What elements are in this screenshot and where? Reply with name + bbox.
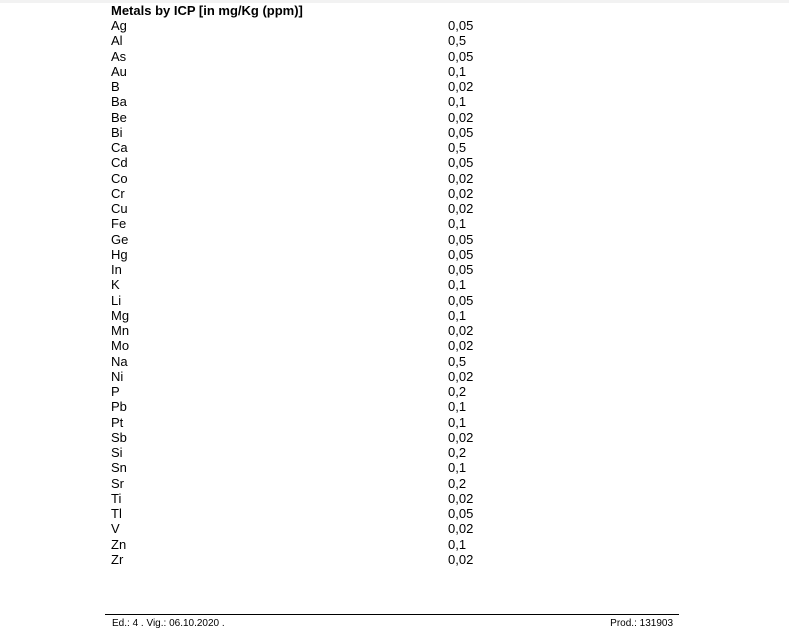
table-row <box>111 49 511 64</box>
detection-limit-value: 0,1 <box>448 277 467 293</box>
table-row <box>111 201 511 216</box>
metal-symbol: Hg <box>111 246 128 262</box>
table-row <box>111 155 511 170</box>
table-row <box>111 308 511 323</box>
detection-limit-value: 0,05 <box>448 18 474 33</box>
detection-limit-value: 0,05 <box>448 124 474 140</box>
detection-limit-value: 0,02 <box>448 368 474 384</box>
metal-symbol: Mn <box>111 323 130 338</box>
detection-limit-value: 0,05 <box>448 246 474 262</box>
detection-limit-value: 0,02 <box>448 170 474 186</box>
detection-limit-value: 0,5 <box>448 140 467 155</box>
metal-symbol: Si <box>111 445 123 460</box>
detection-limit-value: 0,5 <box>448 33 467 49</box>
metal-symbol: B <box>111 79 120 94</box>
section-title: Metals by ICP [in mg/Kg (ppm)] <box>111 3 303 18</box>
table-row <box>111 491 511 506</box>
detection-limit-value: 0,1 <box>448 307 467 323</box>
table-row <box>111 110 511 125</box>
table-row <box>111 262 511 277</box>
metal-symbol: Cr <box>111 185 125 201</box>
metal-symbol: Ba <box>111 94 127 110</box>
detection-limit-value: 0,02 <box>448 323 474 338</box>
table-row <box>111 537 511 552</box>
table-row <box>111 79 511 94</box>
metal-symbol: Sb <box>111 429 127 445</box>
table-row <box>111 369 511 384</box>
footer-product-code: Prod.: 131903 <box>610 618 673 629</box>
detection-limit-value: 0,05 <box>448 48 474 64</box>
detection-limit-value: 0,1 <box>448 63 467 79</box>
detection-limit-value: 0,02 <box>448 109 474 125</box>
table-row <box>111 247 511 262</box>
metal-symbol: Zn <box>111 536 127 552</box>
metal-symbol: Ti <box>111 490 122 506</box>
table-row <box>111 186 511 201</box>
table-row <box>111 476 511 491</box>
table-row <box>111 384 511 399</box>
metal-symbol: Bi <box>111 124 123 140</box>
metal-symbol: Mg <box>111 307 130 323</box>
metal-symbol: Cd <box>111 155 128 171</box>
detection-limit-value: 0,5 <box>448 353 467 369</box>
metal-symbol: Zr <box>111 551 124 567</box>
table-row <box>111 293 511 308</box>
metal-symbol: Li <box>111 292 122 308</box>
detection-limit-value: 0,05 <box>448 292 474 308</box>
metal-symbol: K <box>111 277 120 293</box>
detection-limit-value: 0,2 <box>448 445 467 460</box>
metal-symbol: As <box>111 48 127 64</box>
detection-limit-value: 0,1 <box>448 536 467 552</box>
metal-symbol: Cu <box>111 201 128 216</box>
metal-symbol: V <box>111 521 120 537</box>
metal-symbol: Co <box>111 170 128 186</box>
table-row <box>111 415 511 430</box>
detection-limit-value: 0,02 <box>448 551 474 567</box>
detection-limit-value: 0,1 <box>448 216 467 232</box>
table-row <box>111 430 511 445</box>
table-row <box>111 552 511 567</box>
table-row <box>111 277 511 292</box>
detection-limit-value: 0,05 <box>448 262 474 277</box>
metal-symbol: Ge <box>111 231 129 247</box>
detection-limit-value: 0,02 <box>448 521 474 537</box>
detection-limit-value: 0,2 <box>448 384 467 399</box>
metal-symbol: Ag <box>111 18 127 33</box>
metal-symbol: Ni <box>111 368 124 384</box>
table-row <box>111 460 511 475</box>
detection-limit-value: 0,02 <box>448 79 474 94</box>
detection-limit-value: 0,1 <box>448 399 467 415</box>
detection-limit-value: 0,1 <box>448 414 467 430</box>
metal-symbol: Be <box>111 109 127 125</box>
table-row <box>111 323 511 338</box>
metal-symbol: Pt <box>111 414 124 430</box>
table-row <box>111 125 511 140</box>
metal-symbol: Sn <box>111 460 127 476</box>
table-row <box>111 94 511 109</box>
metal-symbol: Na <box>111 353 128 369</box>
metal-symbol: P <box>111 384 120 399</box>
table-row <box>111 354 511 369</box>
table-row <box>111 399 511 414</box>
table-row <box>111 338 511 353</box>
footer-edition: Ed.: 4 . Vig.: 06.10.2020 . <box>112 618 225 629</box>
detection-limit-value: 0,2 <box>448 475 467 491</box>
metal-symbol: Sr <box>111 475 124 491</box>
table-row <box>111 445 511 460</box>
detection-limit-value: 0,05 <box>448 155 474 171</box>
detection-limit-value: 0,1 <box>448 460 467 476</box>
detection-limit-value: 0,1 <box>448 94 467 110</box>
metal-symbol: Ca <box>111 140 128 155</box>
table-row <box>111 506 511 521</box>
metal-symbol: Mo <box>111 338 130 354</box>
table-row <box>111 64 511 79</box>
table-row <box>111 33 511 48</box>
detection-limit-value: 0,05 <box>448 506 474 521</box>
table-row <box>111 232 511 247</box>
metal-symbol: Tl <box>111 506 122 521</box>
detection-limit-value: 0,02 <box>448 429 474 445</box>
metal-symbol: Al <box>111 33 123 49</box>
table-row <box>111 216 511 231</box>
table-row <box>111 18 511 33</box>
metal-symbol: In <box>111 262 122 277</box>
metal-symbol: Au <box>111 63 127 79</box>
footer-divider <box>105 614 679 615</box>
table-row <box>111 521 511 536</box>
detection-limit-value: 0,02 <box>448 338 474 354</box>
metal-symbol: Pb <box>111 399 127 415</box>
table-row <box>111 171 511 186</box>
detection-limit-value: 0,02 <box>448 201 474 216</box>
metal-symbol: Fe <box>111 216 127 232</box>
detection-limit-value: 0,05 <box>448 231 474 247</box>
table-row <box>111 140 511 155</box>
detection-limit-value: 0,02 <box>448 490 474 506</box>
metals-table <box>111 18 511 567</box>
detection-limit-value: 0,02 <box>448 185 474 201</box>
